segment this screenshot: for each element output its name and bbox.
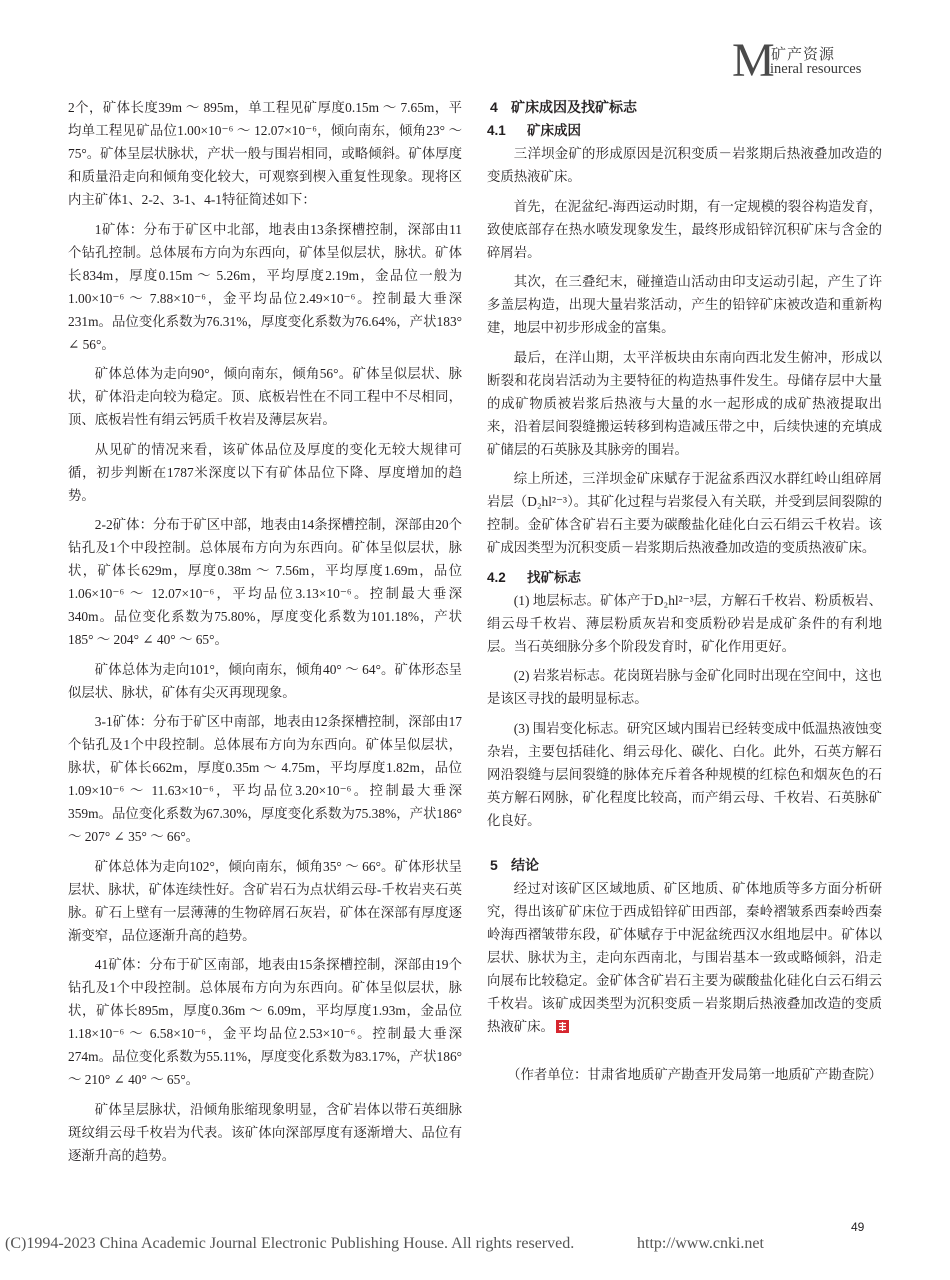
body-paragraph: 41矿体：分布于矿区南部，地表由15条探槽控制，深部由19个钻孔及1个中段控制。总体展布方向为东西向。矿体呈似层状，脉状，矿体长895m，厚度0.36m ～ 6.09m，平均厚度1.93m，金品位1.18×10⁻⁶ ～ 6.58×10⁻⁶，金平均品位2.53×10⁻⁶。控制最大垂深274m。品位变化系数为55.11%，厚度变化系数为83.17%，产状186° ～ 210° ∠ 40° ～ 65°。	[68, 957, 462, 1087]
body-paragraph: 2个，矿体长度39m ～ 895m，单工程见矿厚度0.15m ～ 7.65m，平均单工程见矿品位1.00×10⁻⁶ ～ 12.07×10⁻⁶，倾向南东，倾角23° ～ 75°。矿体呈层状脉状，产状一般与围岩相同，或略倾斜。矿体厚度和质量沿走向和倾角变化较大，可观察到楔入重复性现象。现将区内主矿体1、2-2、3-1、4-1特征简述如下：	[68, 100, 462, 207]
body-paragraph: (1) 地层标志。矿体产于D₂hl²⁻³层，方解石千枚岩、粉质板岩、绢云母千枚岩、薄层粉质灰岩和变质粉砂岩是成矿条件的有利地层。当石英细脉分多个阶段发育时，矿化作用更好。	[487, 592, 882, 654]
end-mark-icon	[556, 1020, 569, 1033]
left-column	[68, 96, 462, 1206]
body-paragraph: 矿体总体为走向101°，倾向南东，倾角40° ～ 64°。矿体形态呈似层状、脉状，矿体有尖灭再现现象。	[68, 661, 462, 700]
body-paragraph: (2) 岩浆岩标志。花岗斑岩脉与金矿化同时出现在空间中，这也是该区寻找的最明显标志。	[487, 668, 882, 706]
section-number: 5	[490, 856, 498, 873]
section-heading-5	[487, 854, 882, 877]
body-paragraph: 3-1矿体：分布于矿区中南部，地表由12条探槽控制，深部由17个钻孔及1个中段控制。总体展布方向为东西向。矿体呈似层状，脉状，矿体长662m，厚度0.35m ～ 4.75m，平均厚度1.82m，品位1.09×10⁻⁶ ～ 11.63×10⁻⁶，平均品位3.20×10⁻⁶。控制最大垂深359m。品位变化系数为67.30%，厚度变化系数为75.38%，产状186° ～ 207° ∠ 35° ～ 66°。	[68, 714, 462, 844]
footer-url: http://www.cnki.net	[637, 1235, 764, 1252]
logo-letter: M	[732, 34, 775, 87]
section-title: 结论	[511, 856, 539, 873]
subsection-title: 找矿标志	[527, 569, 581, 585]
subsection-heading-4-2	[487, 566, 882, 589]
section-title: 矿床成因及找矿标志	[511, 99, 637, 115]
subsection-heading-4-1	[487, 119, 882, 142]
body-paragraph: 从见矿的情况来看，该矿体品位及厚度的变化无较大规律可循，初步判断在1787米深度以下有矿体品位下降、厚度增加的趋势。	[68, 441, 462, 503]
conclusion-text: 经过对该矿区区域地质、矿区地质、矿体地质等多方面分析研究，得出该矿矿床位于西成铅锌矿田西部，秦岭褶皱系西秦岭西秦岭海西褶皱带东段，矿体赋存于中泥盆统西汉水组地层中。矿体以层状、脉状为主，走向东西南北，与围岩基本一致或略倾斜，沿走向展布比较稳定。金矿体含矿岩石主要为碳酸盐化硅化白云石绢云千枚岩。该矿成因类型为沉积变质－岩浆期后热液叠加改造的变质热液矿床。	[487, 880, 882, 1034]
body-paragraph: 1矿体：分布于矿区中北部，地表由13条探槽控制，深部由11个钻孔控制。总体展布方向为东西向，矿体呈似层状，脉状。矿体长834m，厚度0.15m ～ 5.26m，平均厚度2.19m，金品位一般为1.00×10⁻⁶ ～ 7.88×10⁻⁶，金平均品位2.49×10⁻⁶。控制最大垂深231m。品位变化系数为76.31%，厚度变化系数为76.64%，产状183° ∠ 56°。	[68, 221, 462, 352]
body-paragraph: 矿体总体为走向90°，倾向南东，倾角56°。矿体呈似层状、脉状，矿体沿走向较为稳定。顶、底板岩性在不同工程中不尽相同，顶、底板岩性有绢云钙质千枚岩及薄层灰岩。	[68, 366, 462, 427]
body-paragraph: 最后，在洋山期，太平洋板块由东南向西北发生俯冲，形成以断裂和花岗岩活动为主要特征的构造热事件发生。母储存层中大量的成矿物质被岩浆后热液与大量的水一起形成的成矿热液提取出来，沿着层间裂缝搬运转移到构造减压带之中，后续快速的充填成矿储层的石英脉及其脉旁的围岩。	[487, 349, 882, 457]
conclusion-paragraph	[487, 877, 882, 1038]
body-paragraph: (3) 围岩变化标志。研究区域内围岩已经转变成中低温热液蚀变杂岩，主要包括硅化、绢云母化、碳化、白化。此外，石英方解石网沿裂缝与层间裂缝的脉体充斥着各种规模的红棕色和烟灰色的石英方解石网脉，矿化程度比较高，而产绢云母、千枚岩、石英脉矿化良好。	[487, 720, 882, 828]
body-paragraph: 矿体呈层脉状，沿倾角胀缩现象明显，含矿岩体以带石英细脉斑纹绢云母千枚岩为代表。该矿体向深部厚度有逐渐增大、品位有逐渐升高的趋势。	[68, 1101, 462, 1163]
subsection-number: 4.2	[487, 569, 506, 585]
body-paragraph: 三洋坝金矿的形成原因是沉积变质－岩浆期后热液叠加改造的变质热液矿床。	[487, 146, 882, 184]
footer-copyright: (C)1994-2023 China Academic Journal Electronic Publishing House. All rights reserved.	[5, 1235, 575, 1252]
logo-english-title: ineral resources	[770, 61, 862, 77]
section-number: 4	[490, 99, 498, 115]
body-paragraph: 综上所述，三洋坝金矿床赋存于泥盆系西汉水群红岭山组碎屑岩层（D₂hl²⁻³）。其矿化过程与岩浆侵入有关联，并受到层间裂隙的控制。金矿体含矿岩石主要为碳酸盐化硅化白云石绢云千枚岩。该矿成因类型为沉积变质－岩浆期后热液叠加改造的变质热液矿床。	[487, 471, 882, 555]
body-paragraph: 首先，在泥盆纪-海西运动时期，有一定规模的裂谷构造发育，致使底部存在热水喷发现象发生，最终形成铅锌沉积矿床与含金的碎屑岩。	[487, 198, 882, 260]
subsection-number: 4.1	[487, 123, 506, 138]
right-column	[487, 96, 882, 1206]
subsection-title: 矿床成因	[527, 123, 581, 138]
logo-chinese-title: 矿产资源	[771, 45, 836, 63]
body-paragraph: 其次，在三叠纪末，碰撞造山活动由印支运动引起，产生了许多盖层构造，出现大量岩浆活动，产生的铅锌矿床被改造和重新构建，地层中初步形成金的富集。	[487, 274, 882, 335]
author-affiliation: （作者单位：甘肃省地质矿产勘查开发局第一地质矿产勘查院）	[507, 1066, 882, 1082]
body-paragraph: 2-2矿体：分布于矿区中部，地表由14条探槽控制，深部由20个钻孔及1个中段控制。总体展布方向为东西向。矿体呈似层状，脉状，矿体长629m，厚度0.38m ～ 7.56m，平均厚度1.69m，品位1.06×10⁻⁶ ～ 12.07×10⁻⁶，平均品位3.13×10⁻⁶。控制最大垂深340m。品位变化系数为75.80%，厚度变化系数为101.18%，产状185° ～ 204° ∠ 40° ～ 65°。	[68, 517, 462, 647]
body-paragraph: 矿体总体为走向102°，倾向南东，倾角35° ～ 66°。矿体形状呈层状、脉状，矿体连续性好。含矿岩石为点状绢云母-千枚岩夹石英脉。矿石上壁有一层薄薄的生物碎屑石灰岩，矿体在深部有厚度逐渐变窄，品位逐渐升高的趋势。	[68, 858, 462, 943]
section-heading-4	[487, 96, 882, 119]
page-number: 49	[851, 1220, 865, 1234]
